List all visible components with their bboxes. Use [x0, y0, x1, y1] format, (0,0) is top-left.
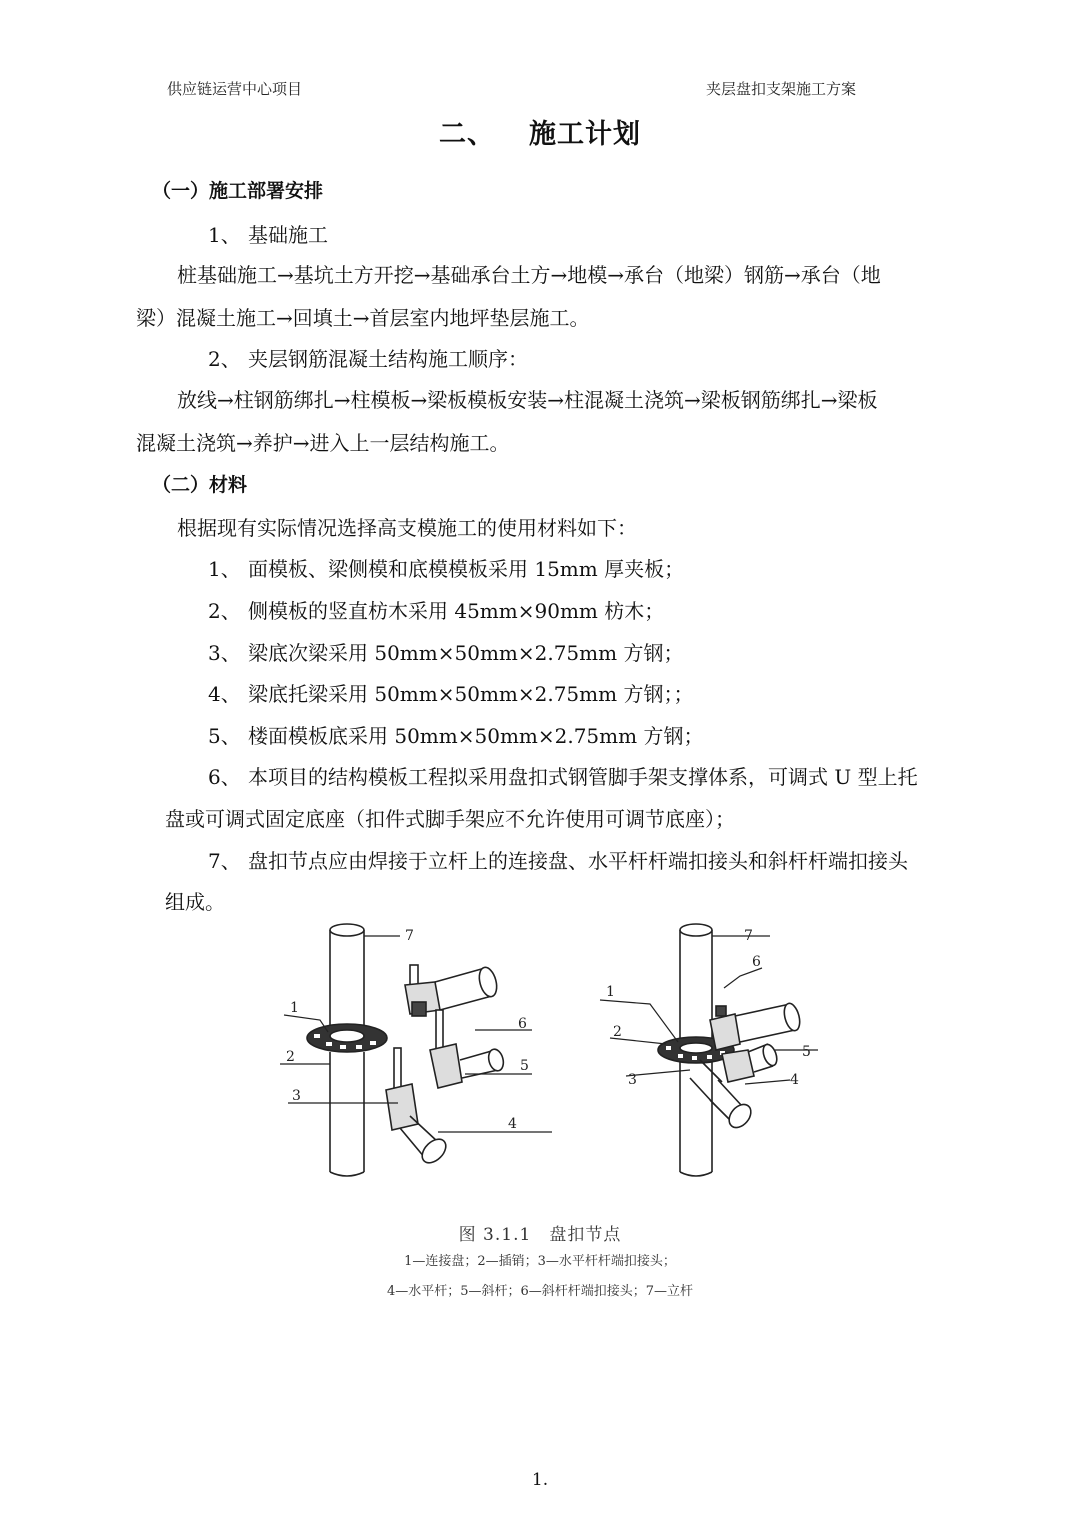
item-number: 1、 — [208, 223, 241, 247]
item-number: 2、 — [208, 599, 241, 623]
label-3: 3 — [628, 1072, 637, 1088]
header-document-title: 夹层盘扣支架施工方案 — [706, 80, 857, 98]
label-1: 1 — [606, 984, 615, 1000]
item-text: 侧模板的竖直枋木采用 45mm×90mm 枋木； — [248, 599, 665, 623]
left-node-drawing — [280, 924, 552, 1176]
item-label: 夹层钢筋混凝土结构施工顺序： — [248, 347, 528, 371]
item-heading-foundation — [208, 222, 328, 248]
item-text: 梁底次梁采用 50mm×50mm×2.75mm 方钢； — [248, 641, 684, 665]
label-6: 6 — [752, 954, 761, 970]
material-item — [208, 764, 918, 790]
item-number: 1、 — [208, 557, 241, 581]
paragraph-line: 桩基础施工→基坑土方开挖→基础承台土方→地模→承台（地梁）钢筋→承台（地 — [177, 263, 881, 287]
item-number: 4、 — [208, 682, 241, 706]
item-text: 盘扣节点应由焊接于立杆上的连接盘、水平杆杆端扣接头和斜杆杆端扣接头 — [248, 849, 908, 873]
material-item-continuation: 组成。 — [165, 890, 225, 914]
section-heading-materials: （二）材料 — [152, 474, 248, 496]
label-5: 5 — [520, 1058, 529, 1074]
paragraph-line: 梁）混凝土施工→回填土→首层室内地坪垫层施工。 — [136, 306, 590, 330]
label-5: 5 — [802, 1044, 811, 1060]
item-text: 面模板、梁侧模和底模模板采用 15mm 厚夹板； — [248, 557, 685, 581]
label-6: 6 — [518, 1016, 527, 1032]
material-item — [208, 848, 908, 874]
label-4: 4 — [790, 1072, 799, 1088]
header-project-name: 供应链运营中心项目 — [167, 80, 303, 98]
paragraph-line: 放线→柱钢筋绑扎→柱模板→梁板模板安装→柱混凝土浇筑→梁板钢筋绑扎→梁板 — [177, 388, 878, 412]
disk-lock-node-figure — [270, 910, 810, 1200]
chapter-text: 施工计划 — [529, 119, 641, 150]
figure-caption: 图 3.1.1 盘扣节点 — [458, 1225, 622, 1245]
section-heading-deployment: （一）施工部署安排 — [152, 180, 324, 202]
figure-legend-line: 4—水平杆；5—斜杆；6—斜杆杆端扣接头；7—立杆 — [386, 1284, 694, 1299]
material-item — [208, 723, 703, 749]
label-3: 3 — [292, 1088, 301, 1104]
item-number: 6、 — [208, 765, 241, 789]
item-number: 3、 — [208, 641, 241, 665]
diagonal-brace-head — [430, 1044, 462, 1088]
material-item — [208, 681, 693, 707]
item-label: 基础施工 — [248, 223, 328, 247]
chapter-number: 二、 — [439, 119, 495, 150]
item-number: 5、 — [208, 724, 241, 748]
label-7: 7 — [744, 928, 753, 944]
material-item-continuation: 盘或可调式固定底座（扣件式脚手架应不允许使用可调节底座）； — [165, 807, 735, 831]
figure-legend-line: 1—连接盘；2—插销；3—水平杆杆端扣接头； — [404, 1254, 676, 1269]
material-item — [208, 640, 683, 666]
label-2: 2 — [613, 1024, 622, 1040]
paragraph-line: 混凝土浇筑→养护→进入上一层结构施工。 — [136, 431, 510, 455]
materials-intro: 根据现有实际情况选择高支模施工的使用材料如下： — [177, 516, 637, 540]
label-1: 1 — [290, 1000, 299, 1016]
page-number: 1. — [531, 1470, 549, 1490]
item-text: 本项目的结构模板工程拟采用盘扣式钢管脚手架支撑体系，可调式 U 型上托 — [248, 765, 918, 789]
material-item — [208, 556, 684, 582]
horizontal-ledger-head — [386, 1084, 418, 1130]
item-text: 梁底托梁采用 50mm×50mm×2.75mm 方钢；； — [248, 682, 694, 706]
item-heading-mezzanine — [208, 346, 528, 372]
chapter-title — [0, 112, 1080, 151]
item-text: 楼面模板底采用 50mm×50mm×2.75mm 方钢； — [248, 724, 704, 748]
item-number: 7、 — [208, 849, 241, 873]
label-2: 2 — [286, 1049, 295, 1065]
item-number: 2、 — [208, 347, 241, 371]
material-item — [208, 598, 664, 624]
right-node-drawing — [600, 924, 818, 1176]
label-4: 4 — [508, 1116, 517, 1132]
label-7: 7 — [405, 928, 414, 944]
